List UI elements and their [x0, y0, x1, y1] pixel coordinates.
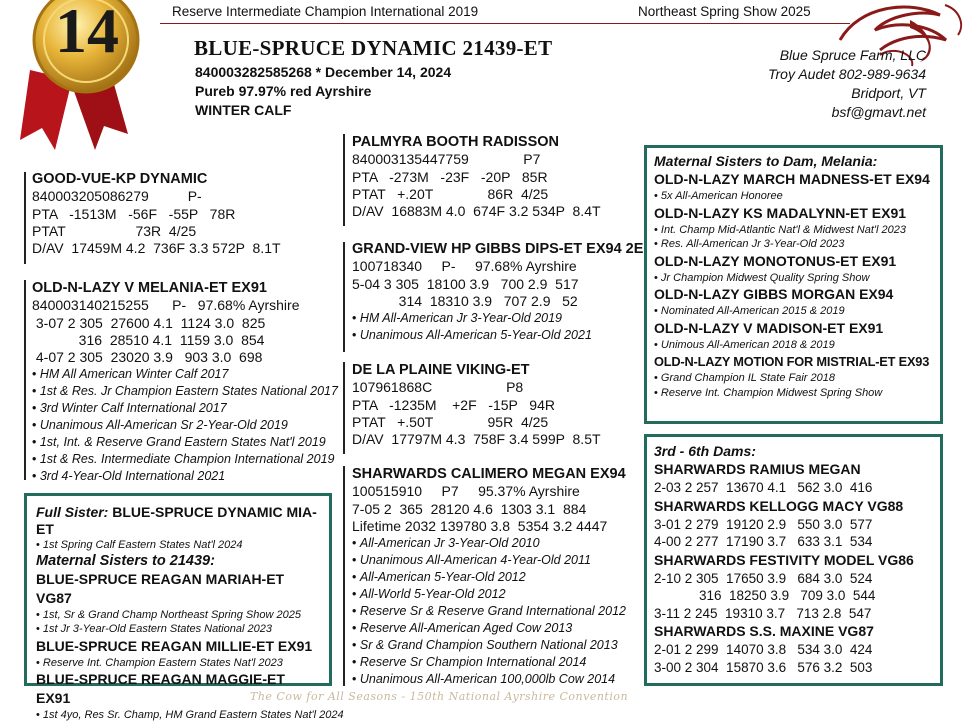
maternal-sister-note: • Grand Champion IL State Fair 2018 — [654, 371, 934, 386]
dam-honor: • Unanimous All-American Sr 2-Year-Old 2019 — [32, 417, 338, 434]
sire-line-2: PTA -1513M -56F -55P 78R — [32, 205, 236, 222]
viking-line-2: PTA -1235M +2F -15P 94R — [352, 396, 555, 413]
dams-box — [644, 434, 943, 686]
maternal-sister-note: • Jr Champion Midwest Quality Spring Show — [654, 271, 934, 286]
megan-line-2: 7-05 2 365 28120 4.6 1303 3.1 884 — [352, 500, 587, 517]
viking-line-3: PTAT +.50T 95R 4/25 — [352, 413, 549, 430]
maternal-sister-name: OLD-N-LAZY GIBBS MORGAN EX94 — [654, 286, 894, 302]
megan-honor: • All-American 5-Year-Old 2012 — [352, 569, 626, 586]
owner-farm: Blue Spruce Farm, LLC — [779, 47, 926, 63]
dam-name: OLD-N-LAZY V MELANIA-ET EX91 — [32, 280, 267, 296]
maternal-sister-note: • Unimous All-American 2018 & 2019 — [654, 338, 934, 353]
sibling-note: • Reserve Int. Champion Eastern States Nat'l 2023 — [36, 656, 321, 671]
sibling-note: • 1st 4yo, Res Sr. Champ, HM Grand Eastern States Nat'l 2024 — [36, 708, 321, 723]
megan-honor: • Reserve All-American Aged Cow 2013 — [352, 620, 626, 637]
footer-tagline: The Cow for All Seasons - 150th National Ayrshire Convention — [250, 690, 629, 703]
gibbs-honor: • HM All-American Jr 3-Year-Old 2019 — [352, 310, 643, 327]
palmyra-line-3: PTAT +.20T 86R 4/25 — [352, 185, 549, 202]
header-rule — [160, 23, 850, 24]
megan-honor: • Unanimous All-American 4-Year-Old 2011 — [352, 552, 626, 569]
viking-line-1: 107961868C P8 — [352, 379, 524, 396]
animal-name: BLUE-SPRUCE DYNAMIC 21439-ET — [194, 36, 553, 60]
sibling-note: • 1st Jr 3-Year-Old Eastern States National 2023 — [36, 622, 321, 637]
siblings-box — [24, 493, 344, 721]
maternal-sister-name: OLD-N-LAZY V MADISON-ET EX91 — [654, 319, 884, 336]
pedigree-line-palmyra — [343, 134, 345, 226]
dam-honor: • 3rd Winter Calf International 2017 — [32, 400, 338, 417]
megan-honor: • Reserve Sr & Reserve Grand International 2012 — [352, 603, 626, 620]
dam-honor: • 1st & Res. Jr Champion Eastern States National 2017 — [32, 383, 338, 400]
dam-block — [32, 280, 338, 485]
maternal-sisters-heading: Maternal Sisters to 21439: — [36, 552, 215, 569]
maternal-sister-note: • Reserve Int. Champion Midwest Spring Show — [654, 386, 934, 401]
palmyra-line-1: 840003135447759 P7 — [352, 151, 541, 168]
dam-ancestor-line: 2-10 2 305 17650 3.9 684 3.0 524 — [654, 570, 873, 586]
maternal-sister-note: • Res. All-American Jr 3-Year-Old 2023 — [654, 237, 934, 252]
sire-name: GOOD-VUE-KP DYNAMIC — [32, 171, 208, 187]
viking-name: DE LA PLAINE VIKING-ET — [352, 362, 530, 378]
animal-class-line: WINTER CALF — [195, 102, 292, 118]
gibbs-honor: • Unanimous All-American 5-Year-Old 2021 — [352, 327, 643, 344]
full-sister-note: • 1st Spring Calf Eastern States Nat'l 2024 — [36, 538, 321, 553]
dam-honor: • HM All American Winter Calf 2017 — [32, 366, 338, 383]
maternal-sister-note: • Int. Champ Mid-Atlantic Nat'l & Midwest Nat'l 2023 — [654, 223, 934, 238]
palmyra-line-2: PTA -273M -23F -20P 85R — [352, 168, 548, 185]
header-right-text: Northeast Spring Show 2025 — [638, 4, 811, 19]
dam-ancestor-name: SHARWARDS FESTIVITY MODEL VG86 — [654, 551, 914, 568]
owner-city: Bridport, VT — [851, 85, 926, 101]
maternal-sister-note: • 5x All-American Honoree — [654, 189, 934, 204]
palmyra-line-4: D/AV 16883M 4.0 674F 3.2 534P 8.4T — [352, 203, 601, 220]
sibling-name: BLUE-SPRUCE REAGAN MAGGIE-ET EX91 — [36, 671, 285, 706]
dam-line-3: 316 28510 4.1 1159 3.0 854 — [32, 331, 265, 348]
maternal-sister-name: OLD-N-LAZY MOTION FOR MISTRIAL-ET EX93 — [654, 354, 930, 369]
dam-ancestor-line: 4-00 2 277 17190 3.7 633 3.1 534 — [654, 534, 873, 549]
maternal-sister-name: OLD-N-LAZY KS MADALYNN-ET EX91 — [654, 204, 907, 221]
dams-box-heading: 3rd - 6th Dams: — [654, 443, 756, 459]
pedigree-line-sire — [24, 172, 26, 264]
megan-honor: • Unanimous All-American 100,000lb Cow 2014 — [352, 671, 626, 688]
gibbs-line-2: 5-04 3 305 18100 3.9 700 2.9 517 — [352, 275, 579, 292]
dam-ancestor-name: SHARWARDS RAMIUS MEGAN — [654, 461, 861, 477]
dam-ancestor-name: SHARWARDS KELLOGG MACY VG88 — [654, 497, 904, 514]
sire-line-3: PTAT 73R 4/25 — [32, 222, 197, 239]
maternal-sister-note: • Nominated All-American 2015 & 2019 — [654, 304, 934, 319]
dam-honor: • 1st & Res. Intermediate Champion International 2019 — [32, 451, 338, 468]
full-sister-name: BLUE-SPRUCE DYNAMIC MIA-ET — [36, 504, 317, 537]
animal-id-line: 840003282585268 * December 14, 2024 — [195, 64, 452, 80]
dam-ancestor-line: 2-03 2 257 13670 4.1 562 3.0 416 — [654, 480, 873, 495]
megan-line-1: 100515910 P7 95.37% Ayrshire — [352, 483, 580, 500]
dam-ancestor-line: 2-01 2 299 14070 3.8 534 3.0 424 — [654, 642, 873, 657]
gibbs-line-3: 314 18310 3.9 707 2.9 52 — [352, 292, 578, 309]
dam-honor: • 3rd 4-Year-Old International 2021 — [32, 468, 338, 485]
dam-ancestor-line: 3-11 2 245 19310 3.7 713 2.8 547 — [654, 605, 872, 621]
megan-honor: • All-American Jr 3-Year-Old 2010 — [352, 535, 626, 552]
maternal-sisters-box — [644, 145, 943, 424]
dam-ancestor-line: 3-01 2 279 19120 2.9 550 3.0 577 — [654, 516, 873, 532]
sire-block — [32, 171, 281, 257]
gibbs-block — [352, 241, 643, 344]
owner-contact: Troy Audet 802-989-9634 — [768, 66, 926, 82]
megan-honor: • Reserve Sr Champion International 2014 — [352, 654, 626, 671]
gibbs-line-1: 100718340 P- 97.68% Ayrshire — [352, 258, 577, 275]
sibling-name: BLUE-SPRUCE REAGAN MILLIE-ET EX91 — [36, 637, 313, 654]
megan-name: SHARWARDS CALIMERO MEGAN EX94 — [352, 466, 626, 482]
owner-info — [768, 46, 926, 122]
dam-ancestor-line: 316 18250 3.9 709 3.0 544 — [654, 588, 876, 603]
sire-line-1: 840003205086279 P- — [32, 188, 202, 205]
pedigree-line-dam — [24, 280, 26, 480]
maternal-sister-name: OLD-N-LAZY MARCH MADNESS-ET EX94 — [654, 171, 930, 187]
megan-honor: • All-World 5-Year-Old 2012 — [352, 586, 626, 603]
pedigree-line-gibbs — [343, 242, 345, 352]
palmyra-name: PALMYRA BOOTH RADISSON — [352, 134, 560, 150]
sire-line-4: D/AV 17459M 4.2 736F 3.3 572P 8.1T — [32, 240, 281, 257]
pedigree-line-viking — [343, 362, 345, 454]
full-sister-label: Full Sister: — [36, 504, 113, 520]
dam-line-4: 4-07 2 305 23020 3.9 903 3.0 698 — [32, 349, 263, 366]
animal-breed-line: Pureb 97.97% red Ayrshire — [195, 83, 372, 99]
dam-ancestor-line: 3-00 2 304 15870 3.6 576 3.2 503 — [654, 659, 873, 675]
gibbs-name: GRAND-VIEW HP GIBBS DIPS-ET EX94 2E — [352, 241, 644, 257]
header-left-text: Reserve Intermediate Champion International 2019 — [172, 4, 479, 19]
maternal-sister-name: OLD-N-LAZY MONOTONUS-ET EX91 — [654, 252, 897, 269]
owner-email[interactable]: bsf@gmavt.net — [831, 104, 926, 120]
dam-honor: • 1st, Int. & Reserve Grand Eastern States Nat'l 2019 — [32, 434, 338, 451]
viking-block — [352, 362, 601, 448]
sibling-name: BLUE-SPRUCE REAGAN MARIAH-ET VG87 — [36, 570, 285, 606]
dam-line-1: 840003140215255 P- 97.68% Ayrshire — [32, 297, 300, 314]
dam-ancestor-name: SHARWARDS S.S. MAXINE VG87 — [654, 623, 874, 639]
dam-line-2: 3-07 2 305 27600 4.1 1124 3.0 825 — [32, 314, 266, 331]
badge-number: 14 — [55, 0, 119, 66]
viking-line-4: D/AV 17797M 4.3 758F 3.4 599P 8.5T — [352, 431, 601, 448]
megan-honor: • Sr & Grand Champion Southern National 2013 — [352, 637, 626, 654]
palmyra-block — [352, 134, 601, 220]
megan-line-3: Lifetime 2032 139780 3.8 5354 3.2 4447 — [352, 517, 608, 534]
pedigree-line-megan — [343, 466, 345, 686]
sibling-note: • 1st, Sr & Grand Champ Northeast Spring Show 2025 — [36, 608, 321, 623]
maternal-box-heading: Maternal Sisters to Dam, Melania: — [654, 153, 878, 169]
megan-block — [352, 466, 626, 688]
